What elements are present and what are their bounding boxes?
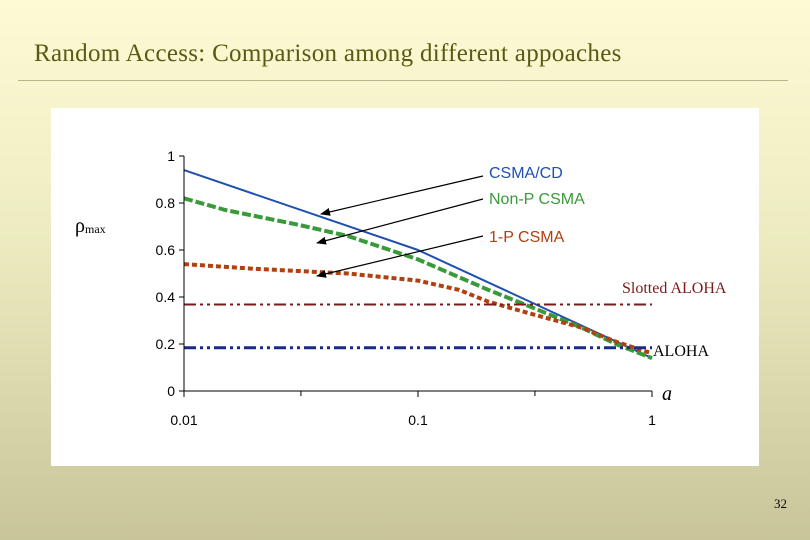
chart-svg (51, 108, 759, 466)
slide-title: Random Access: Comparison among different appoaches (34, 40, 622, 67)
series-label-1-p-csma: 1-P CSMA (489, 229, 565, 246)
arrow-csma-cd (321, 176, 483, 214)
y-tick-label: 0.8 (155, 195, 175, 211)
x-tick-label: 0.01 (170, 412, 198, 428)
y-tick-label: 1 (167, 148, 175, 164)
page-number: 32 (774, 496, 787, 511)
series-label-slotted-aloha: Slotted ALOHA (622, 280, 727, 297)
y-tick-label: 0.4 (155, 289, 175, 305)
x-axis-label: a (662, 383, 672, 405)
y-axis-label-subscript: max (84, 222, 106, 236)
series-label-non-p-csma: Non-P CSMA (489, 191, 585, 208)
y-axis-label-symbol: ρ (75, 215, 85, 237)
title-divider (18, 80, 788, 81)
ticks-layer (156, 148, 657, 428)
y-tick-label: 0 (167, 383, 175, 399)
arrows-layer (317, 176, 483, 276)
y-tick-label: 0.2 (155, 336, 175, 352)
x-tick-label: 0.1 (408, 412, 428, 428)
series-label-csma-cd: CSMA/CD (489, 165, 563, 182)
arrow-1-p-csma (317, 236, 483, 276)
chart-panel (51, 108, 759, 466)
x-tick-label: 1 (648, 412, 656, 428)
series-line-non-p-csma (184, 198, 652, 358)
y-tick-label: 0.6 (155, 242, 175, 258)
series-line-1-p-csma (184, 264, 652, 353)
y-axis-label (75, 215, 106, 237)
series-label-aloha: ALOHA (653, 343, 709, 360)
arrow-non-p-csma (317, 199, 483, 243)
